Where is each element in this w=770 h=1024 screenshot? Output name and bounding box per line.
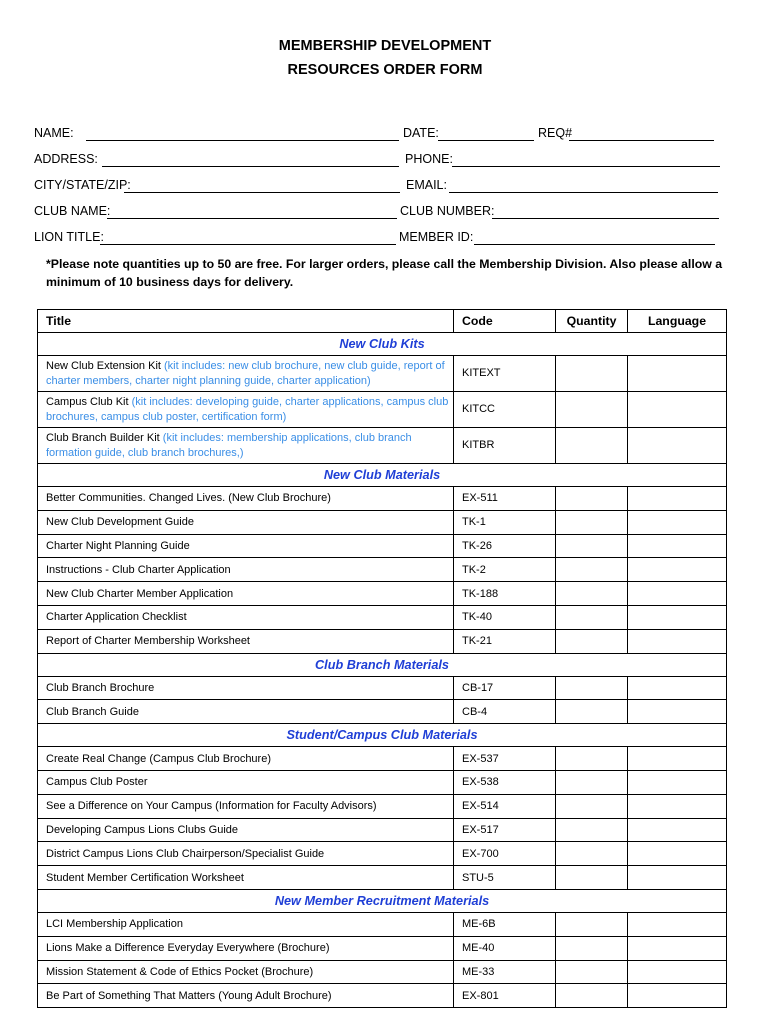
item-code: EX-538 <box>454 770 556 794</box>
date-label: DATE: <box>403 126 439 140</box>
quantity-cell[interactable] <box>556 356 628 392</box>
club-name-label: CLUB NAME: <box>34 204 111 218</box>
table-row <box>38 487 727 511</box>
item-title: Student Member Certification Worksheet <box>46 871 244 884</box>
item-code: EX-801 <box>454 984 556 1008</box>
section-title: New Club Materials <box>38 464 727 487</box>
quantity-cell[interactable] <box>556 936 628 960</box>
club-number-label: CLUB NUMBER: <box>400 204 495 218</box>
item-title: Lions Make a Difference Everyday Everywhere (Brochure) <box>46 942 330 955</box>
name-line[interactable] <box>86 140 399 141</box>
item-title-cell <box>38 629 454 653</box>
item-title-cell <box>38 356 454 392</box>
item-title-cell <box>38 984 454 1008</box>
item-title-cell <box>38 866 454 890</box>
item-code: EX-517 <box>454 818 556 842</box>
quantity-cell[interactable] <box>556 770 628 794</box>
req-line[interactable] <box>569 140 714 141</box>
language-cell[interactable] <box>628 558 727 582</box>
club-number-line[interactable] <box>492 218 719 219</box>
item-title-cell <box>38 770 454 794</box>
city-email-row <box>34 178 724 196</box>
item-code: CB-17 <box>454 676 556 700</box>
language-cell[interactable] <box>628 676 727 700</box>
language-cell[interactable] <box>628 428 727 464</box>
item-code: TK-26 <box>454 534 556 558</box>
club-name-line[interactable] <box>107 218 397 219</box>
item-code: TK-21 <box>454 629 556 653</box>
req-label: REQ# <box>538 126 573 140</box>
language-cell[interactable] <box>628 392 727 428</box>
item-title-cell <box>38 960 454 984</box>
address-phone-row <box>34 152 724 170</box>
table-row <box>38 428 727 464</box>
table-row <box>38 984 727 1008</box>
language-cell[interactable] <box>628 534 727 558</box>
item-title-cell <box>38 605 454 629</box>
item-title: New Club Charter Member Application <box>46 587 234 600</box>
lion-member-row <box>34 230 724 248</box>
item-code: EX-537 <box>454 747 556 771</box>
address-line[interactable] <box>102 166 399 167</box>
item-code: STU-5 <box>454 866 556 890</box>
table-row <box>38 936 727 960</box>
quantity-cell[interactable] <box>556 558 628 582</box>
item-code: ME-33 <box>454 960 556 984</box>
item-title: New Club Extension Kit <box>46 359 161 372</box>
quantity-cell[interactable] <box>556 510 628 534</box>
item-title: Create Real Change (Campus Club Brochure) <box>46 752 271 765</box>
kit-description: (kit includes: new club brochure, new club guide, report of charter members, charter night planning guide, charter application) <box>46 359 445 387</box>
language-cell[interactable] <box>628 936 727 960</box>
member-id-line[interactable] <box>474 244 715 245</box>
quantity-cell[interactable] <box>556 629 628 653</box>
item-title-cell <box>38 510 454 534</box>
item-code: EX-514 <box>454 794 556 818</box>
header-language: Language <box>628 310 727 333</box>
quantity-cell[interactable] <box>556 794 628 818</box>
language-cell[interactable] <box>628 912 727 936</box>
quantity-cell[interactable] <box>556 700 628 724</box>
language-cell[interactable] <box>628 487 727 511</box>
item-title: Developing Campus Lions Clubs Guide <box>46 823 238 836</box>
item-title-cell <box>38 700 454 724</box>
item-title-cell <box>38 676 454 700</box>
table-row <box>38 510 727 534</box>
form-title-line1: MEMBERSHIP DEVELOPMENT <box>278 38 492 54</box>
quantity-cell[interactable] <box>556 747 628 771</box>
table-row <box>38 356 727 392</box>
table-row <box>38 605 727 629</box>
language-cell[interactable] <box>628 770 727 794</box>
item-code: KITEXT <box>454 356 556 392</box>
table-row <box>38 676 727 700</box>
quantity-cell[interactable] <box>556 428 628 464</box>
section-title: New Club Kits <box>38 333 727 356</box>
item-title-cell <box>38 392 454 428</box>
city-line[interactable] <box>124 192 400 193</box>
item-code: EX-511 <box>454 487 556 511</box>
city-label: CITY/STATE/ZIP: <box>34 178 131 192</box>
language-cell[interactable] <box>628 605 727 629</box>
item-code: CB-4 <box>454 700 556 724</box>
item-title: Mission Statement & Code of Ethics Pocket (Brochure) <box>46 965 314 978</box>
quantity-cell[interactable] <box>556 866 628 890</box>
language-cell[interactable] <box>628 629 727 653</box>
email-label: EMAIL: <box>406 178 447 192</box>
section-header-row <box>38 724 727 747</box>
quantity-cell[interactable] <box>556 487 628 511</box>
section-header-row <box>38 653 727 676</box>
phone-label: PHONE: <box>405 152 453 166</box>
table-row <box>38 700 727 724</box>
table-row <box>38 842 727 866</box>
item-title-cell <box>38 936 454 960</box>
table-row <box>38 866 727 890</box>
section-title: New Member Recruitment Materials <box>38 889 727 912</box>
quantity-cell[interactable] <box>556 534 628 558</box>
section-header-row <box>38 464 727 487</box>
item-title: Club Branch Builder Kit <box>46 431 160 444</box>
table-row <box>38 534 727 558</box>
item-code: ME-6B <box>454 912 556 936</box>
lion-title-line[interactable] <box>100 244 396 245</box>
item-code: TK-188 <box>454 582 556 606</box>
table-row <box>38 392 727 428</box>
language-cell[interactable] <box>628 818 727 842</box>
order-note: *Please note quantities up to 50 are free. For larger orders, please call the Membership Division. Also please allow a minimum of 10 business days for delivery. <box>46 257 723 289</box>
item-code: TK-1 <box>454 510 556 534</box>
item-code: TK-2 <box>454 558 556 582</box>
table-row <box>38 912 727 936</box>
quantity-cell[interactable] <box>556 960 628 984</box>
item-title: District Campus Lions Club Chairperson/Specialist Guide <box>46 847 325 860</box>
quantity-cell[interactable] <box>556 818 628 842</box>
language-cell[interactable] <box>628 582 727 606</box>
item-code: EX-700 <box>454 842 556 866</box>
kit-description: (kit includes: developing guide, charter applications, campus club brochures, campus club poster, certification form) <box>46 395 449 423</box>
table-row <box>38 770 727 794</box>
language-cell[interactable] <box>628 356 727 392</box>
language-cell[interactable] <box>628 747 727 771</box>
item-title: Charter Night Planning Guide <box>46 539 190 552</box>
item-code: ME-40 <box>454 936 556 960</box>
order-table <box>37 309 727 1008</box>
table-row <box>38 629 727 653</box>
lion-title-label: LION TITLE: <box>34 230 104 244</box>
quantity-cell[interactable] <box>556 984 628 1008</box>
language-cell[interactable] <box>628 700 727 724</box>
table-row <box>38 960 727 984</box>
item-title: Club Branch Guide <box>46 705 139 718</box>
quantity-cell[interactable] <box>556 392 628 428</box>
item-title: Be Part of Something That Matters (Young Adult Brochure) <box>46 989 332 1002</box>
member-id-label: MEMBER ID: <box>399 230 474 244</box>
item-code: TK-40 <box>454 605 556 629</box>
table-row <box>38 582 727 606</box>
section-header-row <box>38 889 727 912</box>
name-label: NAME: <box>34 126 74 140</box>
item-title-cell <box>38 818 454 842</box>
item-title-cell <box>38 558 454 582</box>
item-title: Better Communities. Changed Lives. (New Club Brochure) <box>46 492 331 505</box>
item-title: New Club Development Guide <box>46 516 194 529</box>
table-row <box>38 794 727 818</box>
header-quantity: Quantity <box>556 310 628 333</box>
item-title: Campus Club Kit <box>46 395 129 408</box>
item-title-cell <box>38 912 454 936</box>
language-cell[interactable] <box>628 510 727 534</box>
date-line[interactable] <box>438 140 534 141</box>
item-code: KITCC <box>454 392 556 428</box>
section-title: Club Branch Materials <box>38 653 727 676</box>
item-title-cell <box>38 747 454 771</box>
language-cell[interactable] <box>628 960 727 984</box>
table-row <box>38 558 727 582</box>
quantity-cell[interactable] <box>556 676 628 700</box>
item-title: Club Branch Brochure <box>46 681 155 694</box>
table-row <box>38 747 727 771</box>
item-title: Instructions - Club Charter Application <box>46 563 231 576</box>
item-title-cell <box>38 582 454 606</box>
quantity-cell[interactable] <box>556 605 628 629</box>
header-title: Title <box>38 310 454 333</box>
item-title: LCI Membership Application <box>46 918 183 931</box>
item-title-cell <box>38 428 454 464</box>
item-title-cell <box>38 487 454 511</box>
language-cell[interactable] <box>628 866 727 890</box>
order-table-body <box>38 333 727 1008</box>
quantity-cell[interactable] <box>556 842 628 866</box>
item-title-cell <box>38 534 454 558</box>
club-row <box>34 204 724 222</box>
section-header-row <box>38 333 727 356</box>
table-row <box>38 818 727 842</box>
language-cell[interactable] <box>628 794 727 818</box>
quantity-cell[interactable] <box>556 912 628 936</box>
email-line[interactable] <box>449 192 718 193</box>
language-cell[interactable] <box>628 984 727 1008</box>
form-title-line2: RESOURCES ORDER FORM <box>287 62 483 78</box>
kit-description: (kit includes: membership applications, club branch formation guide, club branch brochures,) <box>46 431 412 459</box>
item-title-cell <box>38 794 454 818</box>
name-date-row <box>34 126 724 144</box>
quantity-cell[interactable] <box>556 582 628 606</box>
item-title: See a Difference on Your Campus (Information for Faculty Advisors) <box>46 800 377 813</box>
section-title: Student/Campus Club Materials <box>38 724 727 747</box>
item-title: Report of Charter Membership Worksheet <box>46 635 250 648</box>
table-header-row <box>38 310 727 333</box>
address-label: ADDRESS: <box>34 152 98 166</box>
phone-line[interactable] <box>452 166 720 167</box>
item-title-cell <box>38 842 454 866</box>
language-cell[interactable] <box>628 842 727 866</box>
header-code: Code <box>454 310 556 333</box>
item-title: Charter Application Checklist <box>46 611 187 624</box>
item-title: Campus Club Poster <box>46 776 148 789</box>
item-code: KITBR <box>454 428 556 464</box>
